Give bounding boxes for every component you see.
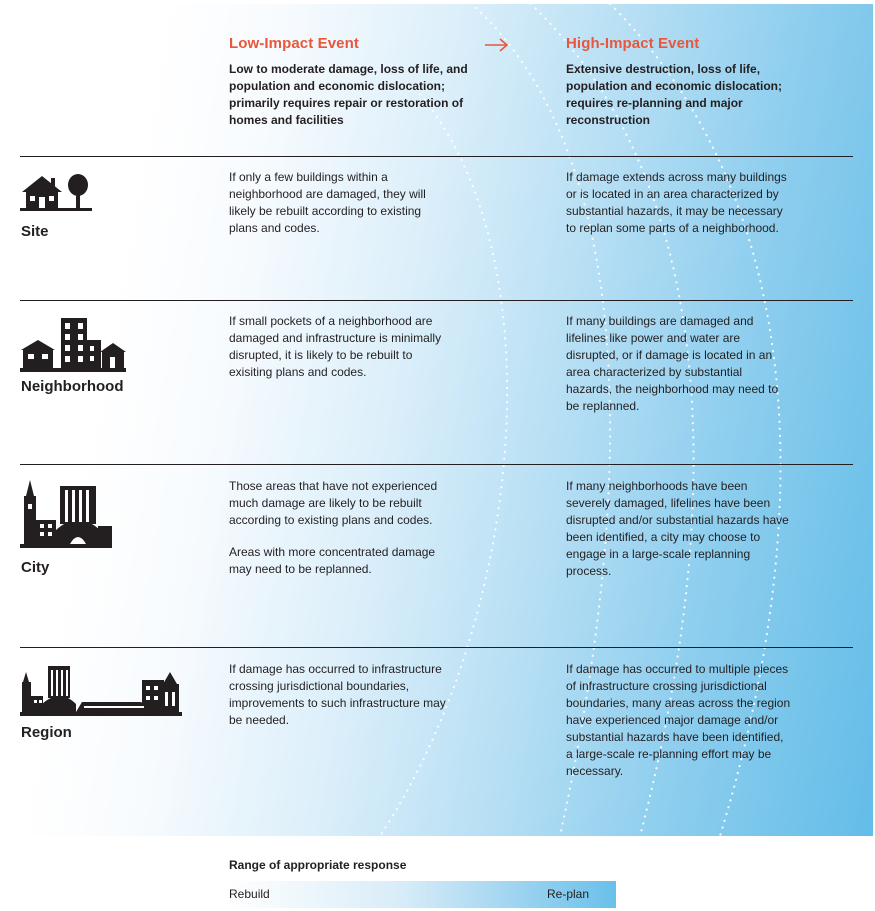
row-divider: [20, 300, 853, 301]
city-skyline-icon: [20, 480, 112, 550]
neighborhood-high-impact-text: If many buildings are damaged and lifelines like power and water are disrupted, or if damage is located in an area characterized by substantial hazards, the neighborhood may need to be replanned.: [566, 314, 779, 413]
region-skyline-icon: [20, 662, 182, 718]
legend-replan-label: Re-plan: [547, 887, 590, 901]
region-high-impact-text: If damage has occurred to multiple pieces of infrastructure crossing jurisdictional boundaries, many areas across the region have experienced major damage and/or substantial hazards have been identified, a large-scale re-planning effort may be necessary.: [566, 662, 791, 778]
row-label-region: Region: [21, 724, 72, 741]
neighborhood-low-impact-text: If small pockets of a neighborhood are damaged and infrastructure is minimally disrupted, it is likely to be rebuilt to exisiting plans and codes.: [229, 314, 442, 379]
row-label-city: City: [21, 559, 50, 576]
right-arrow-icon: [484, 38, 510, 52]
house-tree-icon: [20, 172, 92, 214]
neighborhood-buildings-icon: [20, 316, 126, 374]
site-low-impact-text: If only a few buildings within a neighborhood are damaged, they will likely be rebuilt according to existing plans and codes.: [229, 170, 426, 235]
row-divider: [20, 647, 853, 648]
row-divider: [20, 156, 853, 157]
impact-panel: [0, 4, 873, 836]
row-label-neighborhood: Neighborhood: [21, 378, 124, 395]
city-low-impact-text: Those areas that have not experienced much damage are likely to be rebuilt according to existing plans and codes. Areas with more concentrated damage may need to be replanned.: [229, 479, 438, 576]
legend-rebuild-label: Rebuild: [229, 887, 270, 901]
site-high-impact-text: If damage extends across many buildings or is located in an area characterized by substantial hazards, it may be necessary to replan some parts of a neighborhood.: [566, 170, 787, 235]
high-impact-description: Extensive destruction, loss of life, population and economic dislocation; requires re-planning and major reconstruction: [566, 62, 783, 127]
low-impact-title: Low-Impact Event: [229, 35, 359, 52]
city-high-impact-text: If many neighborhoods have been severely damaged, lifelines have been disrupted and/or substantial hazards have been identified, a city may choose to engage in a large-scale replanning process.: [566, 479, 789, 578]
region-low-impact-text: If damage has occurred to infrastructure crossing jurisdictional boundaries, improvements to such infrastructure may be needed.: [229, 662, 446, 727]
legend-title: Range of appropriate response: [229, 858, 407, 872]
row-label-site: Site: [21, 223, 49, 240]
high-impact-title: High-Impact Event: [566, 35, 700, 52]
low-impact-description: Low to moderate damage, loss of life, and population and economic dislocation; primarily requires repair or restoration of homes and facilities: [229, 62, 468, 127]
row-divider: [20, 464, 853, 465]
